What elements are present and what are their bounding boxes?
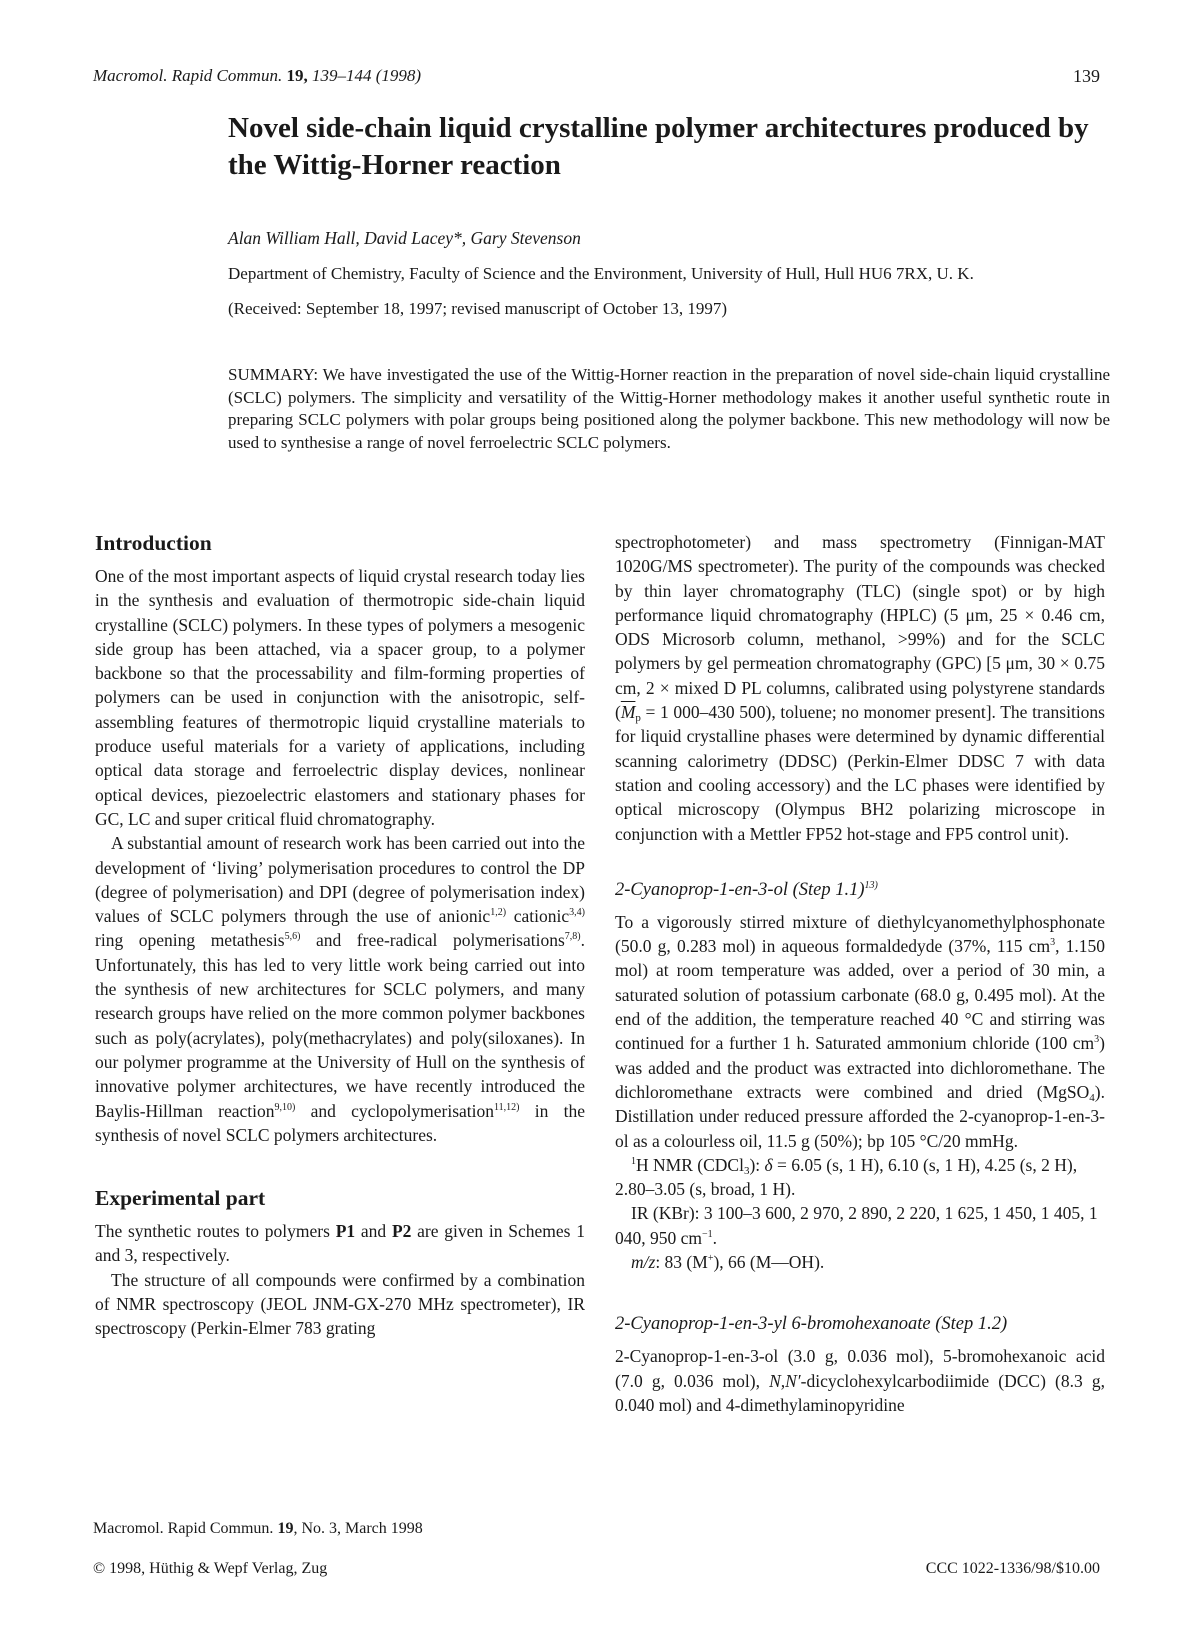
text: cationic <box>506 906 570 927</box>
superscript: + <box>707 1253 714 1265</box>
spacer <box>95 1147 585 1185</box>
text: and <box>355 1221 392 1242</box>
reference: 5,6) <box>284 931 301 943</box>
subscript: 3 <box>743 1164 750 1177</box>
text: , No. 3, March 1998 <box>293 1520 423 1537</box>
reference: 1,2) <box>490 907 507 919</box>
superscript: 1 <box>631 1155 636 1167</box>
text: spectrophotometer) and mass spectrometry (Finnigan-MAT 1020G/MS spectrometer). The purity of the compounds was checked by thin layer chromatography (TLC) (single spot) or by high performance liquid chromatography (HPLC) (5 μm, 25 × 0.46 cm, ODS Microsorb column, methanol, >99%) and for the SCLC polymers by gel permeation chromatography (GPC) [5 μm, 30 × 0.75 cm, 2 × mixed D PL columns, calibrated using polystyrene standards ( <box>615 532 1105 723</box>
affiliation: Department of Chemistry, Faculty of Science and the Environment, University of Hull, Hull HU6 7RX, U. K. <box>228 264 974 283</box>
left-column <box>95 530 585 1342</box>
running-head <box>93 66 421 86</box>
copyright: © 1998, Hüthig & Wepf Verlag, Zug <box>93 1560 328 1577</box>
text: ). Distillation under reduced pressure afforded the 2-cyanoprop-1-en-3-ol as a colourless oil, 11.5 g (50%); bp 105 °C/20 mmHg. <box>615 1081 1105 1151</box>
intro-paragraph-1: One of the most important aspects of liquid crystal research today lies in the synthesis and evaluation of thermotropic side-chain liquid crystalline (SCLC) polymers. In these types of polymers a mesogenic side group has been attached, via a spacer group, to a polymer backbone so that the processability and film-forming properties of polymers can be used in conjunction with the anisotropic, self-assembling features of thermotropic liquid crystalline materials to produce useful materials for a variety of applications, including optical data storage and ferroelectric display devices, nonlinear optical devices, piezoelectric elastomers and stationary phases for GC, LC and super critical fluid chromatography. <box>95 566 585 829</box>
text: A substantial amount of research work has been carried out into the development of ‘living’ polymerisation procedures to control the DP (degree of polymerisation) and DPI (degree of polymerisation index) values of SCLC polymers through the use of anionic <box>95 833 585 927</box>
polymer-label: P2 <box>391 1221 412 1242</box>
mz-label: m/z <box>631 1252 656 1273</box>
mass-spec-data <box>615 1250 1105 1274</box>
spacer <box>615 1274 1105 1312</box>
text: ) was added and the product was extracted into dichloromethane. The dichloromethane extracts were combined and dried (MgSO <box>615 1033 1105 1102</box>
text: The synthetic routes to polymers <box>95 1221 336 1242</box>
text: = 6.05 (s, 1 H), 6.10 (s, 1 H), 4.25 (s, 2 H), 2.80–3.05 (s, broad, 1 H). <box>615 1154 1078 1200</box>
text: H NMR (CDCl <box>636 1154 744 1175</box>
volume: 19 <box>277 1520 294 1537</box>
text: To a vigorously stirred mixture of diethylcyanomethylphosphonate (50.0 g, 0.283 mol) in aqueous formaldedyde (37%, 115 cm <box>615 911 1105 957</box>
reference: 13) <box>864 879 878 891</box>
step-1-2-procedure <box>615 1344 1105 1417</box>
text: 2-Cyanoprop-1-en-3-ol (Step 1.1) <box>615 879 865 900</box>
ccc-code: CCC 1022-1336/98/$10.00 <box>925 1560 1100 1577</box>
text: Macromol. Rapid Commun. <box>93 1520 278 1537</box>
superscript: 3 <box>1050 937 1056 949</box>
text: -dicyclohexylcarbodiimide (DCC) (8.3 g, 0.040 mol) and 4-dimethylaminopyridine <box>615 1370 1105 1415</box>
text: 2-Cyanoprop-1-en-3-ol (3.0 g, 0.036 mol), 5-bromohexanoic acid (7.0 g, 0.036 mol), <box>615 1346 1105 1391</box>
journal-name: Macromol. Rapid Commun. <box>93 66 283 85</box>
step-1-2-heading: 2-Cyanoprop-1-en-3-yl 6-bromohexanoate (Step 1.2) <box>615 1314 1008 1335</box>
experimental-heading: Experimental part <box>95 1186 266 1211</box>
text: IR (KBr): 3 100–3 600, 2 970, 2 890, 2 220, 1 625, 1 450, 1 405, 1 040, 950 cm <box>615 1203 1098 1248</box>
text: and free-radical polymerisations <box>300 930 565 951</box>
article-title: Novel side-chain liquid crystalline polymer architectures produced by the Wittig-Horner reaction <box>228 112 1089 181</box>
mp-subscript: p <box>635 712 641 725</box>
subscript: 4 <box>1089 1091 1095 1104</box>
italic-text: N,N′ <box>769 1370 801 1391</box>
experimental-paragraph-2-continued <box>615 530 1105 846</box>
nmr-data <box>615 1153 1105 1202</box>
pages-year: 139–144 (1998) <box>311 66 422 85</box>
text: . Unfortunately, this has led to very little work being carried out into the synthesis of new architectures for SCLC polymers, and many research groups have relied on the more common polymer backbones such as poly(acrylates), poly(methacrylates) and poly(siloxanes). In our polymer programme at the University of Hull on the synthesis of innovative polymer architectures, we have recently introduced the Baylis-Hillman reaction <box>95 930 585 1121</box>
reference: 3,4) <box>569 907 586 919</box>
text: = 1 000–430 500), toluene; no monomer present]. The transitions for liquid crystalline phases were determined by dynamic differential scanning calorimetry (DDSC) (Perkin-Elmer DDSC 7 with data station and cooling accessory) and the LC phases were identified by optical microscopy (Olympus BH2 polarizing microscope in conjunction with a Mettler FP52 hot-stage and FP5 control unit). <box>615 702 1105 844</box>
superscript: 3 <box>1094 1034 1100 1046</box>
reference: 9,10) <box>274 1101 296 1113</box>
text: and cyclopolymerisation <box>295 1100 495 1121</box>
authors: Alan William Hall, David Lacey*, Gary Stevenson <box>228 228 581 248</box>
superscript: −1 <box>702 1228 713 1240</box>
polymer-label: P1 <box>335 1221 356 1242</box>
text: ), 66 (M—OH). <box>713 1252 825 1273</box>
step-1-1-procedure <box>615 910 1105 1153</box>
right-column <box>615 530 1105 1417</box>
step-1-1-heading <box>615 878 1105 902</box>
text: in the synthesis of novel SCLC polymers architectures. <box>95 1100 585 1145</box>
text: , 1.150 mol) at room temperature was added, over a period of 30 min, a saturated solution of potassium carbonate (68.0 g, 0.495 mol). At the end of the addition, the temperature reached 40 °C and stirring was continued for a further 1 h. Saturated ammonium chloride (100 cm <box>615 936 1105 1054</box>
spacer <box>615 846 1105 878</box>
reference: 7,8) <box>564 931 581 943</box>
text: : 83 (M <box>655 1252 708 1273</box>
mp-symbol: $\overline{M}$ <box>620 702 636 723</box>
text: ring opening metathesis <box>95 930 285 951</box>
intro-paragraph-2 <box>95 831 585 1147</box>
volume: 19, <box>286 66 308 85</box>
introduction-heading: Introduction <box>95 531 212 555</box>
experimental-paragraph-2 <box>95 1268 585 1342</box>
reference: 11,12) <box>494 1101 520 1113</box>
ir-data <box>615 1201 1105 1250</box>
summary: SUMMARY: We have investigated the use of the Wittig-Horner reaction in the preparation of novel side-chain liquid crystalline (SCLC) polymers. The simplicity and versatility of the Wittig-Horner methodology makes it another useful synthetic route in preparing SCLC polymers with polar groups being positioned along the polymer backbone. This new methodology will now be used to synthesise a range of novel ferroelectric SCLC polymers. <box>228 365 1110 452</box>
text: The structure of all compounds were confirmed by a combination of NMR spectroscopy (JEOL JNM-GX-270 MHz spectrometer), IR spectroscopy (Perkin-Elmer 783 grating <box>95 1269 585 1339</box>
delta-symbol: δ <box>764 1154 773 1175</box>
text: are given in Schemes 1 and 3, respectively. <box>95 1221 585 1266</box>
page-number: 139 <box>1073 66 1100 86</box>
footer-journal <box>93 1520 423 1538</box>
experimental-paragraph-1 <box>95 1219 585 1268</box>
text: ): <box>749 1154 765 1175</box>
text: . <box>712 1227 718 1248</box>
received-dates: (Received: September 18, 1997; revised manuscript of October 13, 1997) <box>228 299 728 318</box>
